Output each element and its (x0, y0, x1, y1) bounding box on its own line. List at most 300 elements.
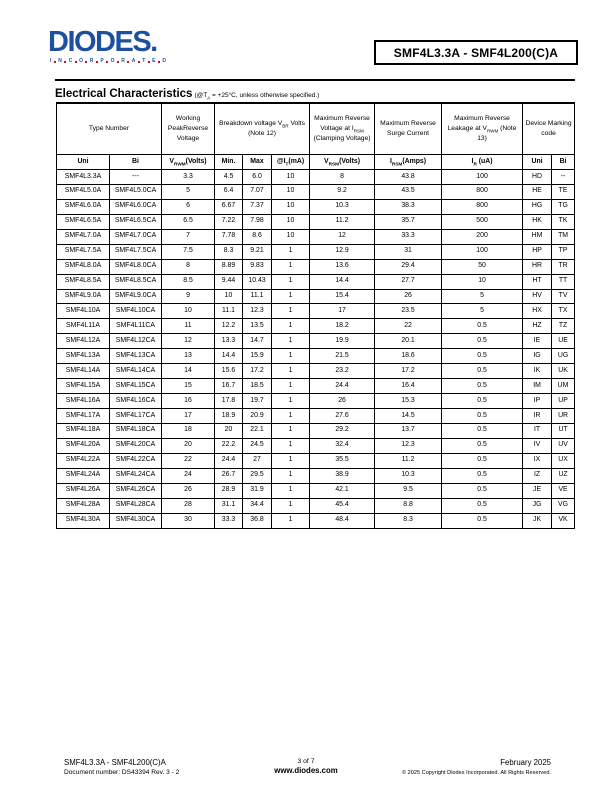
table-cell: 33.3 (215, 513, 243, 528)
table-cell: 8.6 (243, 229, 272, 244)
table-cell: 29.2 (310, 423, 375, 438)
table-cell: 9.5 (375, 483, 442, 498)
table-cell: UP (552, 394, 575, 409)
table-cell: 13.3 (215, 334, 243, 349)
table-cell: 9.83 (243, 259, 272, 274)
table-cell: 9 (162, 289, 215, 304)
table-cell: SMF4L22CA (110, 453, 162, 468)
table-cell: 10 (442, 274, 523, 289)
table-cell: IV (523, 438, 552, 453)
table-cell: 15.4 (310, 289, 375, 304)
table-cell: 17 (162, 409, 215, 424)
table-cell: SMF4L11CA (110, 319, 162, 334)
table-sub-header-row (57, 155, 575, 170)
table-cell: 200 (442, 229, 523, 244)
table-cell: HX (523, 304, 552, 319)
table-cell: 17 (310, 304, 375, 319)
table-cell: 26.7 (215, 468, 243, 483)
table-cell: 0.5 (442, 319, 523, 334)
table-cell: 13.7 (375, 423, 442, 438)
table-row (57, 349, 575, 364)
column-header: Type Number (57, 103, 162, 155)
table-cell: IE (523, 334, 552, 349)
table-cell: 26 (375, 289, 442, 304)
table-cell: 20.9 (243, 409, 272, 424)
table-cell: 43.8 (375, 170, 442, 185)
table-row (57, 483, 575, 498)
table-cell: JE (523, 483, 552, 498)
footer-right (402, 758, 551, 776)
table-cell: 10 (162, 304, 215, 319)
table-cell: 10 (215, 289, 243, 304)
table-cell: 13.5 (243, 319, 272, 334)
part-number-box (374, 40, 578, 65)
page-footer (0, 758, 612, 784)
table-cell: VE (552, 483, 575, 498)
table-cell: 1 (272, 423, 310, 438)
table-cell: 5 (162, 184, 215, 199)
table-cell: 21.5 (310, 349, 375, 364)
table-cell: 4.5 (215, 170, 243, 185)
table-cell: TV (552, 289, 575, 304)
table-cell: 9.21 (243, 244, 272, 259)
table-cell: 1 (272, 513, 310, 528)
table-cell: 26 (162, 483, 215, 498)
table-cell: 0.5 (442, 379, 523, 394)
table-cell: 15.3 (375, 394, 442, 409)
table-cell: 19.9 (310, 334, 375, 349)
footer-doc-title: SMF4L3.3A - SMF4L200(C)A (64, 758, 166, 767)
column-header: Maximum Reverse Leakage at $V_{RWM}$ (Note 13) (442, 103, 523, 155)
table-row (57, 394, 575, 409)
table-cell: HD (523, 170, 552, 185)
table-cell: HG (523, 199, 552, 214)
table-cell: 15 (162, 379, 215, 394)
table-cell: SMF4L20CA (110, 438, 162, 453)
table-cell: 0.5 (442, 513, 523, 528)
section-heading (55, 79, 575, 102)
table-cell: SMF4L16CA (110, 394, 162, 409)
table-cell: 6.4 (215, 184, 243, 199)
table-cell: 34.4 (243, 498, 272, 513)
table-cell: HT (523, 274, 552, 289)
table-cell: HZ (523, 319, 552, 334)
table-cell: JK (523, 513, 552, 528)
table-cell: SMF4L6.0A (57, 199, 110, 214)
table-cell: 8 (162, 259, 215, 274)
table-row (57, 319, 575, 334)
table-row (57, 304, 575, 319)
table-cell: IZ (523, 468, 552, 483)
table-cell: 9.44 (215, 274, 243, 289)
table-cell: 7.5 (162, 244, 215, 259)
table-cell: 0.5 (442, 409, 523, 424)
table-cell: SMF4L5.0CA (110, 184, 162, 199)
table-cell: HK (523, 214, 552, 229)
column-header: Maximum Reverse Voltage at $I_{RSM}$ (Clamping Voltage) (310, 103, 375, 155)
column-subheader: $V_{RSM}(Volts)$ (310, 155, 375, 170)
table-cell: IX (523, 453, 552, 468)
table-cell: 0.5 (442, 483, 523, 498)
table-cell: SMF4L16A (57, 394, 110, 409)
table-cell: 100 (442, 170, 523, 185)
table-cell: 13 (162, 349, 215, 364)
table-row (57, 379, 575, 394)
table-cell: UZ (552, 468, 575, 483)
table-cell: TZ (552, 319, 575, 334)
table-cell: TE (552, 184, 575, 199)
table-cell: SMF4L18A (57, 423, 110, 438)
table-cell: 6.0 (243, 170, 272, 185)
table-cell: 5 (442, 304, 523, 319)
table-cell: 10 (272, 229, 310, 244)
table-cell: SMF4L14A (57, 364, 110, 379)
table-cell: 1 (272, 259, 310, 274)
column-subheader: Min. (215, 155, 243, 170)
table-cell: 1 (272, 289, 310, 304)
table-cell: SMF4L6.5CA (110, 214, 162, 229)
table-cell: TM (552, 229, 575, 244)
table-body (57, 170, 575, 529)
table-cell: 45.4 (310, 498, 375, 513)
table-cell: TR (552, 259, 575, 274)
table-cell: 0.5 (442, 498, 523, 513)
table-cell: 14.4 (310, 274, 375, 289)
table-cell: SMF4L3.3A (57, 170, 110, 185)
logo-incorporated-text: I N C O R P O R A T E D (50, 58, 166, 64)
table-row (57, 364, 575, 379)
table-cell: TK (552, 214, 575, 229)
table-row (57, 289, 575, 304)
table-cell: 7.22 (215, 214, 243, 229)
table-cell: UM (552, 379, 575, 394)
table-cell: 22 (375, 319, 442, 334)
table-cell: 10 (272, 214, 310, 229)
table-cell: 7.98 (243, 214, 272, 229)
table-cell: 28 (162, 498, 215, 513)
table-cell: 10.43 (243, 274, 272, 289)
table-cell: SMF4L10A (57, 304, 110, 319)
table-cell: 1 (272, 453, 310, 468)
table-cell: JG (523, 498, 552, 513)
table-cell: 22.1 (243, 423, 272, 438)
table-cell: 12.3 (243, 304, 272, 319)
table-cell: IM (523, 379, 552, 394)
section-title: Electrical Characteristics (55, 88, 193, 100)
column-header: Maximum Reverse Surge Current (375, 103, 442, 155)
table-cell: 27.7 (375, 274, 442, 289)
table-cell: 24.4 (310, 379, 375, 394)
table-row (57, 214, 575, 229)
table-cell: 1 (272, 483, 310, 498)
column-subheader: $V_{RWM}(Volts)$ (162, 155, 215, 170)
table-cell: 35.7 (375, 214, 442, 229)
table-main-header-row (57, 103, 575, 155)
electrical-characteristics-table-wrap (56, 102, 576, 529)
table-cell: 11.1 (243, 289, 272, 304)
table-row (57, 259, 575, 274)
table-cell: IT (523, 423, 552, 438)
table-cell: 14.5 (375, 409, 442, 424)
table-cell: 38.9 (310, 468, 375, 483)
table-cell: 800 (442, 184, 523, 199)
table-row (57, 513, 575, 528)
table-cell: 48.4 (310, 513, 375, 528)
table-cell: 30 (162, 513, 215, 528)
table-cell: SMF4L13CA (110, 349, 162, 364)
table-cell: 1 (272, 379, 310, 394)
table-cell: SMF4L8.5CA (110, 274, 162, 289)
column-subheader: $I_{RSM}(Amps)$ (375, 155, 442, 170)
table-cell: 23.5 (375, 304, 442, 319)
table-cell: 36.8 (243, 513, 272, 528)
table-cell: 1 (272, 319, 310, 334)
table-cell: 18.6 (375, 349, 442, 364)
table-cell: IG (523, 349, 552, 364)
table-cell: 0.5 (442, 364, 523, 379)
table-cell: 29.5 (243, 468, 272, 483)
table-cell: SMF4L24A (57, 468, 110, 483)
table-cell: 12 (162, 334, 215, 349)
table-cell: TX (552, 304, 575, 319)
column-subheader: Max (243, 155, 272, 170)
table-cell: SMF4L10CA (110, 304, 162, 319)
table-cell: SMF4L9.0CA (110, 289, 162, 304)
table-cell: 16.4 (375, 379, 442, 394)
table-cell: SMF4L5.0A (57, 184, 110, 199)
table-row (57, 409, 575, 424)
table-cell: 22.2 (215, 438, 243, 453)
table-cell: 8.8 (375, 498, 442, 513)
table-row (57, 453, 575, 468)
table-cell: 15.6 (215, 364, 243, 379)
footer-website-link[interactable]: www.diodes.com (274, 766, 338, 775)
diodes-logo (48, 28, 166, 64)
table-cell: 14.4 (215, 349, 243, 364)
table-cell: SMF4L12A (57, 334, 110, 349)
footer-date: February 2025 (500, 758, 551, 767)
table-cell: SMF4L26A (57, 483, 110, 498)
table-cell: SMF4L24CA (110, 468, 162, 483)
table-cell: 3.3 (162, 170, 215, 185)
table-cell: 13.6 (310, 259, 375, 274)
table-cell: 6.67 (215, 199, 243, 214)
table-cell: 11.2 (375, 453, 442, 468)
table-cell: 17.2 (243, 364, 272, 379)
table-cell: HV (523, 289, 552, 304)
table-cell: -- (552, 170, 575, 185)
table-cell: SMF4L8.0A (57, 259, 110, 274)
table-cell: 6.5 (162, 214, 215, 229)
footer-page-number: 3 of 7 (297, 758, 315, 765)
column-subheader: $I_R$ (uA) (442, 155, 523, 170)
table-cell: 19.7 (243, 394, 272, 409)
part-number-text: SMF4L3.3A - SMF4L200(C)A (393, 45, 559, 60)
table-cell: SMF4L22A (57, 453, 110, 468)
electrical-characteristics-table (56, 102, 575, 529)
footer-copyright: © 2025 Copyright Diodes Incorporated. All Rights Reserved. (401, 769, 551, 776)
table-cell: 12.9 (310, 244, 375, 259)
table-cell: SMF4L9.0A (57, 289, 110, 304)
table-cell: 22 (162, 453, 215, 468)
table-cell: SMF4L6.0CA (110, 199, 162, 214)
table-cell: IK (523, 364, 552, 379)
column-subheader: Uni (523, 155, 552, 170)
table-cell: VG (552, 498, 575, 513)
table-cell: SMF4L13A (57, 349, 110, 364)
table-cell: 35.5 (310, 453, 375, 468)
table-cell: 1 (272, 498, 310, 513)
table-cell: 50 (442, 259, 523, 274)
table-cell: 31 (375, 244, 442, 259)
column-subheader: Uni (57, 155, 110, 170)
logo-text: DIODES. (48, 26, 157, 58)
table-cell: 1 (272, 409, 310, 424)
table-cell: 32.4 (310, 438, 375, 453)
table-cell: SMF4L17A (57, 409, 110, 424)
table-cell: SMF4L18CA (110, 423, 162, 438)
table-cell: 0.5 (442, 394, 523, 409)
table-cell: 38.3 (375, 199, 442, 214)
column-header: Device Marking code (523, 103, 575, 155)
table-cell: 1 (272, 334, 310, 349)
table-cell: 1 (272, 274, 310, 289)
table-cell: HP (523, 244, 552, 259)
table-cell: 8.3 (215, 244, 243, 259)
column-subheader: Bi (110, 155, 162, 170)
table-cell: SMF4L7.5CA (110, 244, 162, 259)
table-cell: 10 (272, 170, 310, 185)
table-cell: 800 (442, 199, 523, 214)
table-cell: UR (552, 409, 575, 424)
table-cell: 11.1 (215, 304, 243, 319)
table-cell: HR (523, 259, 552, 274)
table-cell: 18.9 (215, 409, 243, 424)
table-cell: 28.9 (215, 483, 243, 498)
table-cell: 1 (272, 364, 310, 379)
table-cell: HM (523, 229, 552, 244)
table-cell: 24.5 (243, 438, 272, 453)
table-cell: SMF4L30CA (110, 513, 162, 528)
table-cell: SMF4L14CA (110, 364, 162, 379)
table-cell: 26 (310, 394, 375, 409)
table-cell: 7.37 (243, 199, 272, 214)
table-cell: SMF4L30A (57, 513, 110, 528)
table-cell: 14 (162, 364, 215, 379)
table-row (57, 423, 575, 438)
table-cell: 8.5 (162, 274, 215, 289)
table-cell: 14.7 (243, 334, 272, 349)
table-row (57, 274, 575, 289)
table-cell: 5 (442, 289, 523, 304)
table-cell: 1 (272, 394, 310, 409)
table-row (57, 498, 575, 513)
table-cell: TP (552, 244, 575, 259)
table-cell: IR (523, 409, 552, 424)
table-cell: 0.5 (442, 334, 523, 349)
table-row (57, 199, 575, 214)
table-cell: TT (552, 274, 575, 289)
table-row (57, 438, 575, 453)
table-cell: 27 (243, 453, 272, 468)
table-cell: SMF4L7.5A (57, 244, 110, 259)
table-cell: 12.3 (375, 438, 442, 453)
table-cell: 1 (272, 438, 310, 453)
table-cell: SMF4L15A (57, 379, 110, 394)
table-cell: SMF4L17CA (110, 409, 162, 424)
table-cell: 43.5 (375, 184, 442, 199)
table-cell: 20 (215, 423, 243, 438)
table-cell: 42.1 (310, 483, 375, 498)
table-cell: 18.2 (310, 319, 375, 334)
table-cell: 17.2 (375, 364, 442, 379)
table-cell: SMF4L20A (57, 438, 110, 453)
table-cell: 10.3 (375, 468, 442, 483)
footer-doc-number: Document number: DS43394 Rev. 3 - 2 (64, 768, 180, 776)
section-subtitle: ($@T_A = +25^\circ C$, unless otherwise specified.) (194, 92, 320, 101)
table-row (57, 244, 575, 259)
table-row (57, 468, 575, 483)
table-cell: 7.78 (215, 229, 243, 244)
table-cell: IP (523, 394, 552, 409)
table-cell: SMF4L26CA (110, 483, 162, 498)
table-cell: 6 (162, 199, 215, 214)
table-cell: 8 (310, 170, 375, 185)
table-cell: 0.5 (442, 423, 523, 438)
table-cell: SMF4L8.0CA (110, 259, 162, 274)
table-cell: 0.5 (442, 453, 523, 468)
table-cell: 10.3 (310, 199, 375, 214)
table-cell: 12.2 (215, 319, 243, 334)
column-header: Working PeakReverse Voltage (162, 103, 215, 155)
table-cell: 7 (162, 229, 215, 244)
column-subheader: Bi (552, 155, 575, 170)
table-cell: 27.6 (310, 409, 375, 424)
table-cell: 1 (272, 468, 310, 483)
column-header: Breakdown voltage $V_{BR}$ Volts (Note 12) (215, 103, 310, 155)
table-row (57, 334, 575, 349)
table-cell: 1 (272, 244, 310, 259)
table-cell: SMF4L12CA (110, 334, 162, 349)
table-cell: 0.5 (442, 468, 523, 483)
table-cell: --- (110, 170, 162, 185)
table-row (57, 184, 575, 199)
table-cell: 100 (442, 244, 523, 259)
table-cell: 16 (162, 394, 215, 409)
table-cell: 11 (162, 319, 215, 334)
table-cell: 20.1 (375, 334, 442, 349)
table-cell: 10 (272, 184, 310, 199)
table-cell: UK (552, 364, 575, 379)
table-cell: 18.5 (243, 379, 272, 394)
table-row (57, 229, 575, 244)
table-cell: 0.5 (442, 438, 523, 453)
table-cell: SMF4L11A (57, 319, 110, 334)
table-cell: 10 (272, 199, 310, 214)
table-cell: 12 (310, 229, 375, 244)
table-cell: SMF4L7.0CA (110, 229, 162, 244)
table-cell: TG (552, 199, 575, 214)
table-cell: 33.3 (375, 229, 442, 244)
table-cell: 0.5 (442, 349, 523, 364)
table-cell: 24.4 (215, 453, 243, 468)
table-cell: 500 (442, 214, 523, 229)
table-cell: 29.4 (375, 259, 442, 274)
table-cell: 31.1 (215, 498, 243, 513)
table-cell: HE (523, 184, 552, 199)
table-cell: 17.8 (215, 394, 243, 409)
table-cell: 24 (162, 468, 215, 483)
